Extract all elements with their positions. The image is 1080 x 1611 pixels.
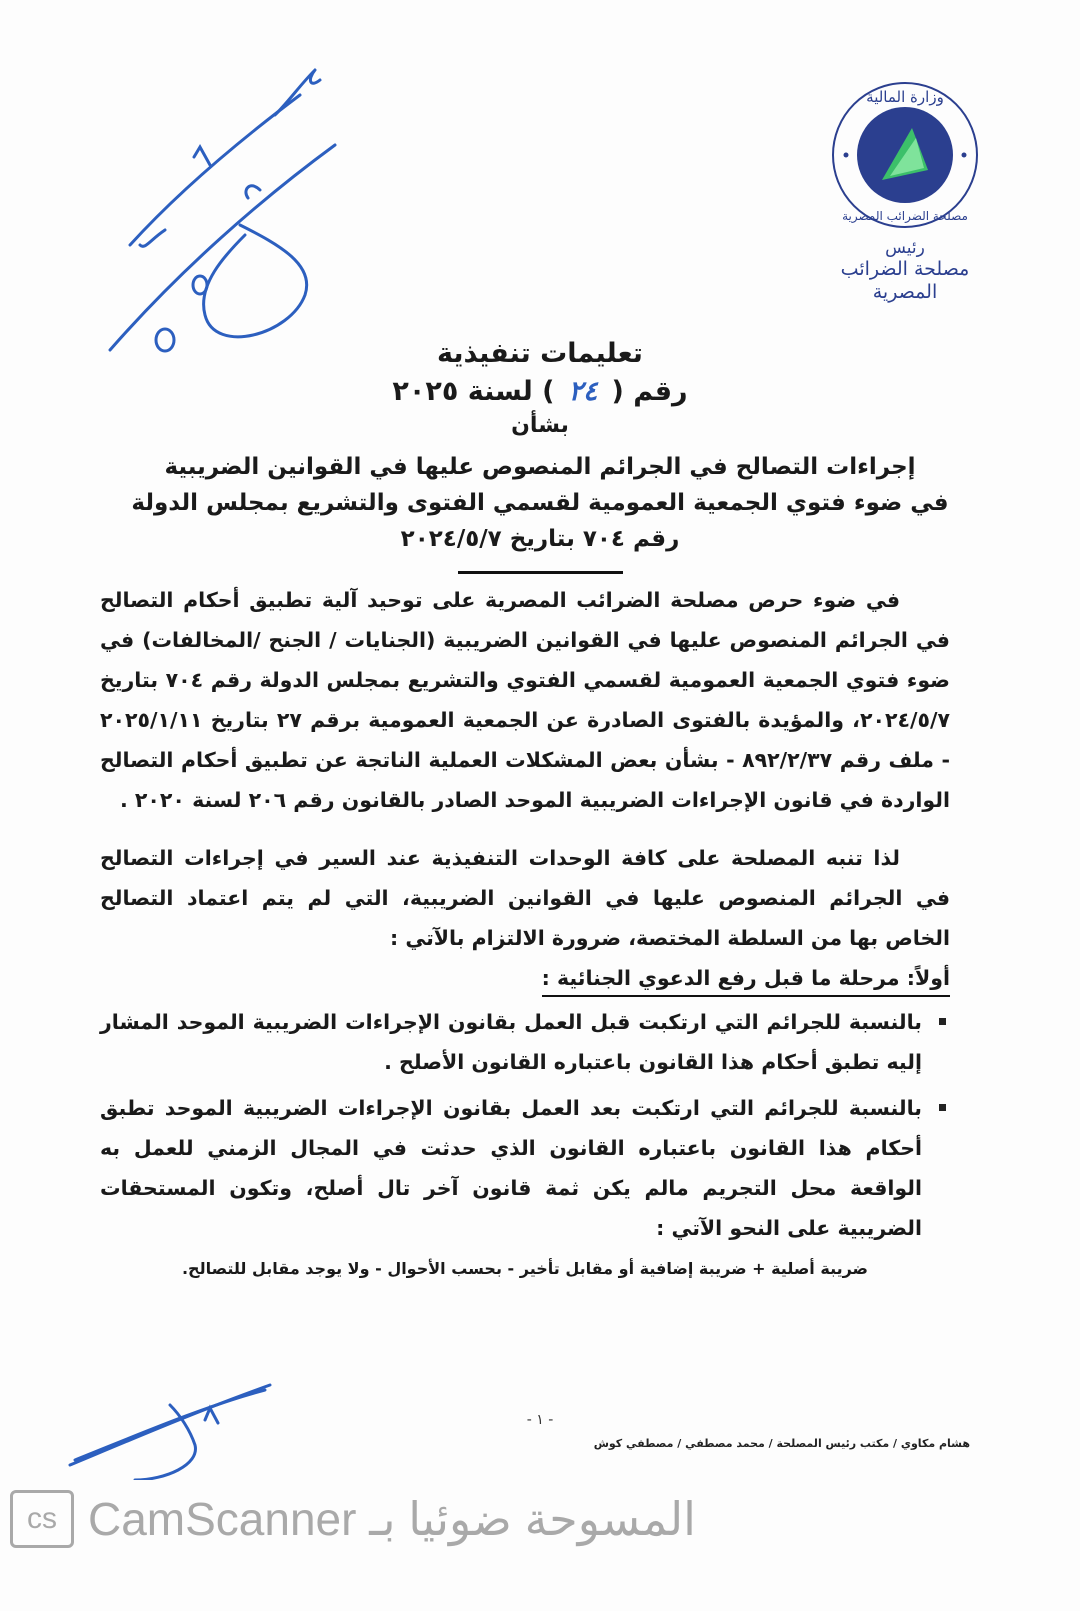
handwritten-note-icon	[90, 40, 340, 360]
subject-heading	[100, 449, 980, 557]
regarding-label: بشأن	[511, 413, 569, 438]
camscanner-watermark	[10, 1490, 696, 1548]
subject-line-1: إجراءات التصالح في الجرائم المنصوص عليها في القوانين الضريبية	[164, 454, 916, 480]
rule-item-after-law: بالنسبة للجرائم التي ارتكبت بعد العمل بقانون الإجراءات الضريبية الموحد تطبق أحكام هذا القانون باعتباره القانون الذي حدثت في المجال الزمني للعمل به الواقعة محل التجريم مالم يكن ثمة قانون آخر تال أصلح، وتكون المستحقات الضريبية على النحو الآتي :	[100, 1088, 950, 1248]
seal-ring-bottom: مصلحة الضرائب المصرية	[842, 209, 968, 223]
number-prefix: رقم (	[611, 376, 688, 407]
number-suffix: ) لسنة ٢٠٢٥	[392, 376, 555, 407]
issuer-title: رئيس	[885, 238, 925, 258]
rules-list	[100, 1002, 950, 1248]
prepared-by-line: هشام مكاوي / مكتب رئيس المصلحة / محمد مصطفي / مصطفي كوش	[593, 1437, 970, 1450]
directive-paragraph: لذا تنبه المصلحة على كافة الوحدات التنفيذية عند السير في إجراءات التصالح في الجرائم المنصوص عليها في القوانين الضريبية، التي لم يتم اعتماد التصالح الخاص بها من السلطة المختصة، ضرورة الالتزام بالآتي :	[100, 846, 950, 950]
handwritten-number: ٢٤	[568, 376, 598, 407]
instruction-title-block	[100, 335, 980, 574]
subject-line-3: رقم ٧٠٤ بتاريخ ٢٠٢٤/٥/٧	[400, 526, 680, 552]
page-number: - ١ -	[526, 1412, 554, 1428]
rule-item-before-law: بالنسبة للجرائم التي ارتكبت قبل العمل بقانون الإجراءات الضريبية الموحد المشار إليه تطبق أحكام هذا القانون باعتباره القانون الأصلح .	[100, 1002, 950, 1082]
tax-dues-formula: ضريبة أصلية + ضريبة إضافية أو مقابل تأخير - بحسب الأحوال - ولا يوجد مقابل للتصالح.	[181, 1259, 869, 1278]
document-body	[100, 580, 950, 1284]
subject-line-2: في ضوء فتوي الجمعية العمومية لقسمي الفتوى والتشريع بمجلس الدولة	[131, 490, 949, 516]
watermark-text: CamScanner المسوحة ضوئيا بـ	[88, 1493, 696, 1545]
camscanner-logo-icon: cs	[10, 1490, 74, 1548]
intro-paragraph: في ضوء حرص مصلحة الضرائب المصرية على توحيد آلية تطبيق أحكام التصالح في الجرائم المنصوص عليها في القوانين الضريبية (الجنايات / الجنح /المخالفات) في ضوء فتوي الجمعية العمومية لقسمي الفتوي والتشريع بمجلس الدولة رقم ٧٠٤ بتاريخ ٢٠٢٤/٥/٧، والمؤيدة بالفتوى الصادرة عن الجمعية العمومية برقم ٢٧ بتاريخ ٢٠٢٥/١/١١ - ملف رقم ٨٩٢/٢/٣٧ - بشأن بعض المشكلات العملية الناتجة عن تطبيق أحكام التصالح الواردة في قانون الإجراءات الضريبية الموحد الصادر بالقانون رقم ٢٠٦ لسنة ٢٠٢٠ .	[100, 588, 950, 812]
instruction-number	[100, 373, 980, 411]
issuer-organization: مصلحة الضرائب المصرية	[840, 258, 970, 304]
seal-ring-top: وزارة المالية	[866, 88, 944, 106]
ministry-logo-block	[810, 80, 1000, 304]
title-divider	[458, 571, 623, 574]
document-type-heading: تعليمات تنفيذية	[437, 338, 643, 369]
section-heading-pre-prosecution: أولاً: مرحلة ما قبل رفع الدعوي الجنائية :	[542, 961, 950, 997]
tax-authority-seal-icon	[830, 80, 980, 230]
